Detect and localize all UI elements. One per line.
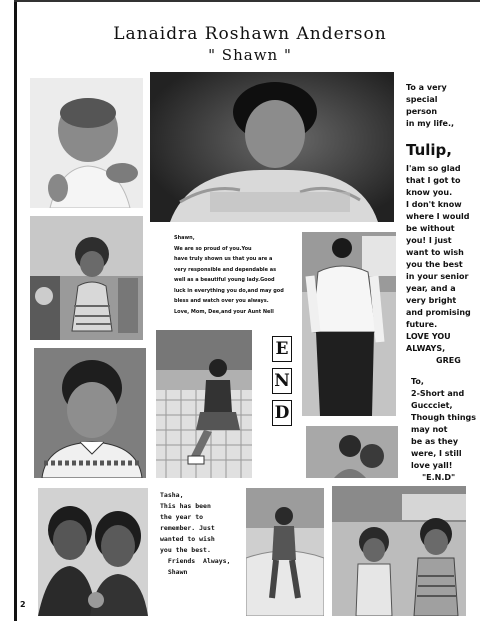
end-message-line: "E.N.D" [422,473,456,482]
baby-photo [30,78,143,208]
tasha-message-line: Friends Always, [160,557,231,565]
greg-body-line: I'am so glad [406,164,461,173]
boy-portrait [302,232,396,416]
tasha-message-line: This has been [160,502,211,510]
greg-body-line: be without [406,224,455,233]
greg-heading: Tulip, [406,141,452,159]
greg-body-line: future. [406,320,438,329]
end-letter-e: E [272,336,292,362]
greg-body-line: you! I just [406,236,452,245]
tasha-message-line: wanted to wish [160,535,215,543]
greg-body-line: that I got to [406,176,461,185]
parents-message-line: have truly shown us that you are a [174,256,273,262]
sitting-girl-photo [156,330,252,478]
end-message-line: 2-Short and [411,389,465,398]
child-portrait [34,348,146,478]
greg-body-line: year, and a [406,284,456,293]
little-girls-photo [332,486,466,616]
greg-body-line: you the best [406,260,463,269]
greg-body-line: want to wish [406,248,464,257]
end-message-line: were, I still [411,449,462,458]
end-letter-d: D [272,400,292,426]
page-number: 2 [20,600,26,609]
parents-message-line: well as a beautiful young lady.Good [174,277,275,283]
page-border-top [14,0,480,2]
parents-message-line: bless and watch over you always. [174,298,269,304]
greg-body-line: know you. [406,188,453,197]
end-message-line: love yall! [411,461,453,470]
greg-intro-line: special [406,95,438,104]
greg-body-line: very bright [406,296,457,305]
parents-message-line: We are so proud of you.You [174,245,252,252]
greg-intro-line: person [406,107,438,116]
greg-body-line: and promising [406,308,471,317]
end-message-line: Though things [411,413,476,422]
parents-message-line: luck in everything you do,and may god [174,287,284,294]
tasha-message-line: Shawn [160,568,188,576]
greg-signature: GREG [436,356,461,365]
parents-message [174,233,300,317]
page-title: Lanaidra Roshawn Anderson [113,24,387,44]
end-message-line: To, [411,377,424,386]
tasha-message-line: the year to [160,513,204,521]
greg-closing-line: ALWAYS, [406,344,446,353]
parents-message-line: Love, Mom, Dee,and your Aunt Nell [174,308,274,315]
end-letter-n: N [272,368,292,394]
greg-closing-line: LOVE YOU [406,332,451,341]
end-message-line: Guccciet, [411,401,453,410]
page-subtitle: " Shawn " [208,46,292,64]
page-border-left [14,0,17,621]
greg-intro-line: in my life., [406,119,455,128]
friends-photo [38,488,148,616]
kids-photo [306,426,398,478]
tasha-message-line: you the best. [160,546,211,554]
parents-message-line: very responsible and dependable as [174,266,277,273]
tasha-message-line: Tasha, [160,491,184,499]
end-message-line: may not [411,425,448,434]
girl-on-car-photo [246,488,324,616]
greg-body-line: I don't know [406,200,462,209]
greg-body-line: in your senior [406,272,469,281]
greg-body-line: where I would [406,212,470,221]
tasha-message-line: remember. Just [160,524,215,532]
greg-intro-line: To a very [406,83,447,92]
parents-message-line: Shawn, [174,235,195,241]
end-message-line: be as they [411,437,459,446]
tasha-message [160,490,250,578]
senior-portrait [150,72,394,222]
toddler-photo [30,216,143,340]
